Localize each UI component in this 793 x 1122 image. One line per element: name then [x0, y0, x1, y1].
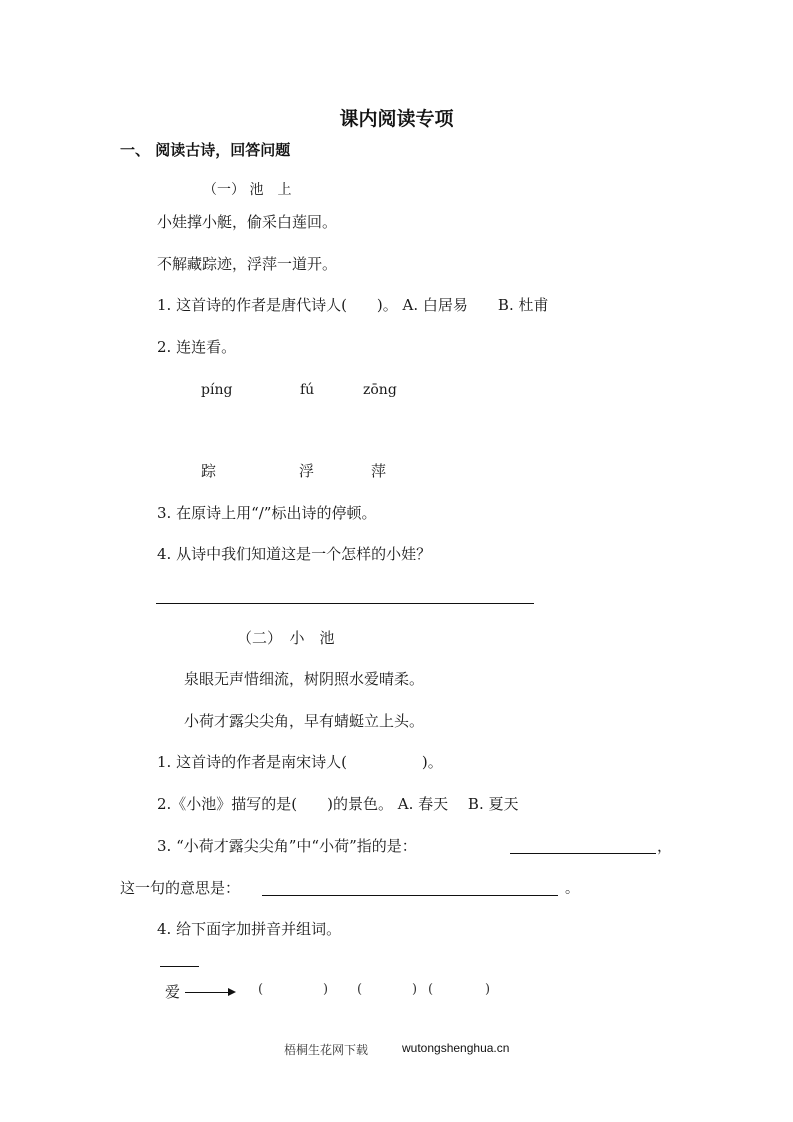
arrow-icon	[228, 988, 236, 996]
poem2-question-1: 1. 这首诗的作者是南宋诗人( )。	[157, 753, 443, 771]
poem1-heading: （一） 池 上	[203, 182, 292, 198]
poem2-question-2: 2.《小池》描写的是( )的景色。 A. 春天 B. 夏天	[157, 795, 519, 813]
period: 。	[565, 881, 579, 897]
footer-url[interactable]: wutongshenghua.cn	[402, 1041, 510, 1055]
pinyin-ping: píng	[201, 382, 233, 398]
poem1-question-3: 3. 在原诗上用“/”标出诗的停顿。	[157, 504, 377, 522]
poem1-line-1: 小娃撑小艇，偷采白莲回。	[157, 213, 338, 231]
poem1-question-4: 4. 从诗中我们知道这是一个怎样的小娃？	[157, 545, 432, 563]
poem2-question-3a: 3. “小荷才露尖尖角”中“小荷”指的是：	[157, 837, 417, 855]
char-zong: 踪	[201, 462, 217, 480]
section-heading: 一、 阅读古诗，回答问题	[120, 141, 291, 159]
answer-line-meaning[interactable]	[262, 895, 558, 896]
pinyin-fu: fú	[300, 382, 315, 398]
arrow-line	[185, 992, 229, 993]
paren-open-3: (	[428, 982, 434, 997]
page-title: 课内阅读专项	[339, 108, 454, 130]
footer-site-name: 梧桐生花网下载	[284, 1043, 369, 1057]
paren-open-2: (	[357, 982, 363, 997]
poem2-line-2: 小荷才露尖尖角，早有蜻蜓立上头。	[184, 712, 425, 730]
poem1-line-2: 不解藏踪迹，浮萍一道开。	[157, 255, 338, 273]
paren-close-1: )	[323, 982, 329, 997]
answer-line-xiaohe[interactable]	[510, 853, 656, 854]
poem1-question-1: 1. 这首诗的作者是唐代诗人( )。 A. 白居易 B. 杜甫	[157, 296, 549, 314]
char-fu: 浮	[299, 462, 315, 480]
paren-close-3: )	[485, 982, 491, 997]
poem1-question-2: 2. 连连看。	[157, 338, 237, 356]
comma: ，	[657, 837, 673, 855]
poem2-question-3b: 这一句的意思是：	[120, 879, 241, 897]
char-ai: 爱	[165, 983, 181, 1001]
paren-close-2: )	[412, 982, 418, 997]
paren-open-1: (	[258, 982, 264, 997]
char-ping: 萍	[371, 462, 387, 480]
pinyin-blank-line[interactable]	[160, 966, 199, 967]
poem2-heading: （二） 小 池	[237, 629, 335, 647]
poem2-question-4: 4. 给下面字加拼音并组词。	[157, 920, 342, 938]
poem2-line-1: 泉眼无声惜细流，树阴照水爱晴柔。	[184, 670, 425, 688]
answer-line-q4[interactable]	[156, 603, 534, 604]
pinyin-zong: zōng	[363, 382, 397, 398]
